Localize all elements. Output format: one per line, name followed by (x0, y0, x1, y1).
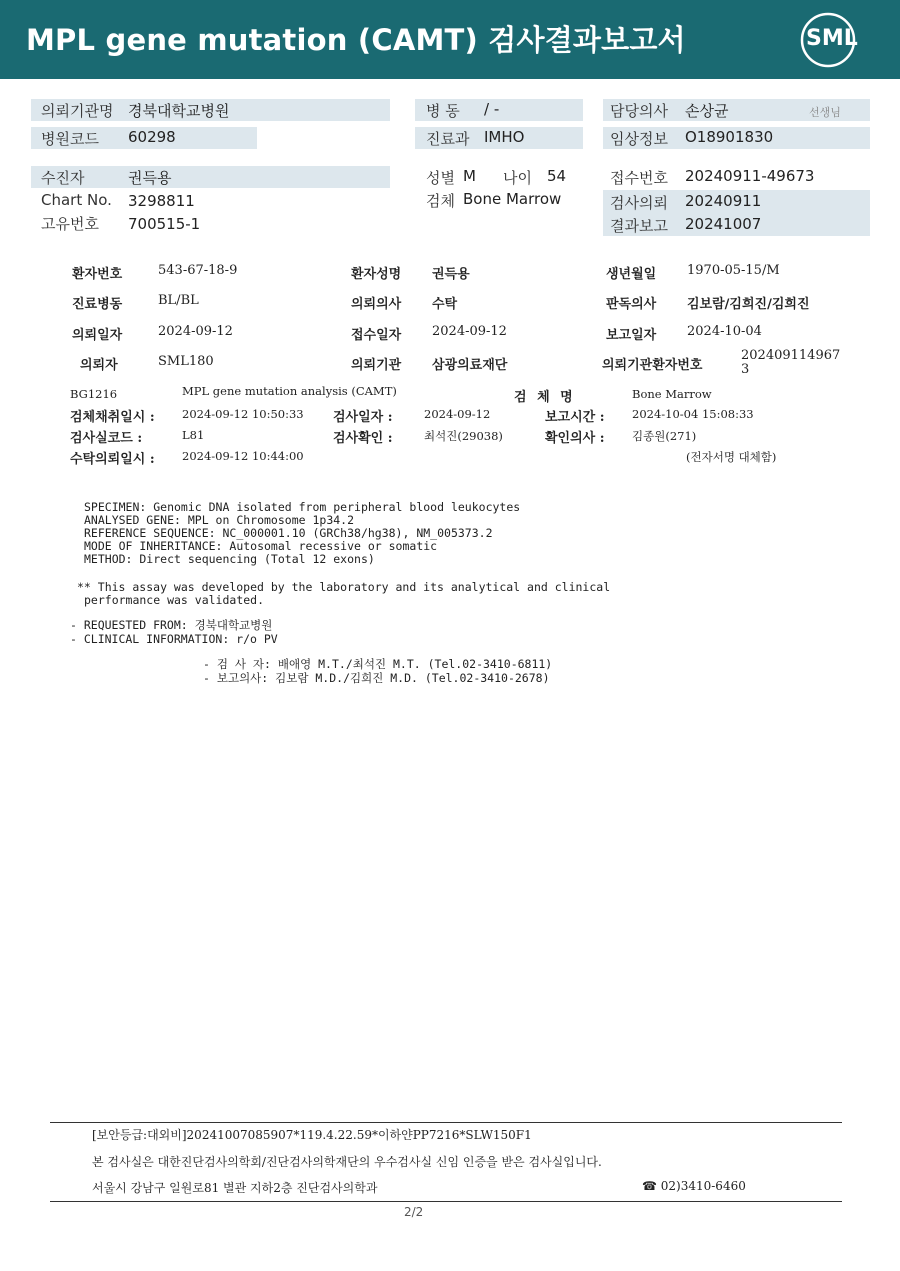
age-value: 54 (547, 167, 567, 185)
chart-label: Chart No. (41, 191, 112, 209)
form-r4-v2: 삼광의료재단 (432, 358, 508, 373)
specimen-value: Bone Marrow (463, 190, 562, 208)
form-r4-v3a: 202409114967 (741, 348, 841, 363)
receive-label: 수탁의뢰일시 : (70, 452, 155, 467)
test-specimen-label: 검 체 명 (514, 390, 576, 405)
specimen-label: 검체 (426, 192, 455, 210)
form-r1-l1: 환자번호 (72, 267, 123, 282)
age-label: 나이 (503, 169, 532, 187)
testdate-value: 2024-09-12 (424, 407, 491, 421)
hospital-code-label: 병원코드 (41, 130, 99, 148)
form-r2-l2: 의뢰의사 (351, 297, 402, 312)
phone-line: ☎ 02)3410-6460 (642, 1179, 746, 1193)
body-line-5: METHOD: Direct sequencing (Total 12 exons) (84, 552, 375, 566)
receipt-value: 20240911-49673 (685, 167, 815, 185)
form-r1-v2: 권득용 (432, 267, 470, 282)
form-r2-v1: BL/BL (158, 293, 199, 308)
form-r2-l1: 진료병동 (72, 297, 123, 312)
patient-value: 권득용 (128, 169, 172, 187)
form-r2-l3: 판독의사 (606, 297, 657, 312)
form-r4-l2: 의뢰기관 (351, 358, 402, 373)
report-label: 결과보고 (610, 217, 668, 235)
form-r1-l2: 환자성명 (351, 267, 402, 282)
note-line-2: performance was validated. (84, 593, 265, 607)
testdate-label: 검사일자 : (333, 410, 393, 425)
request-label: 검사의뢰 (610, 194, 668, 212)
sex-value: M (463, 167, 476, 185)
reporttime-value: 2024-10-04 15:08:33 (632, 407, 754, 421)
address-line: 서울시 강남구 일원로81 별관 지하2층 진단검사의학과 (92, 1181, 378, 1195)
form-r1-v1: 543-67-18-9 (158, 263, 238, 278)
doc-label: 확인의사 : (545, 431, 605, 446)
form-r4-l1: 의뢰자 (80, 358, 118, 373)
requested-from: - REQUESTED FROM: 경북대학교병원 (70, 618, 273, 632)
ward-label: 병 동 (426, 102, 460, 120)
doctor-label: 담당의사 (610, 102, 668, 120)
staff-line-1: - 검 사 자: 배애영 M.T./최석진 M.T. (Tel.02-3410-6811) (203, 657, 553, 671)
form-r4-l3: 의뢰기관환자번호 (602, 358, 703, 373)
unique-value: 700515-1 (128, 215, 201, 233)
body-line-4: MODE OF INHERITANCE: Autosomal recessive or somatic (84, 539, 438, 553)
lab-value: L81 (182, 428, 205, 442)
doctor-suffix: 선생님 (809, 106, 841, 119)
institution-label: 의뢰기관명 (41, 102, 114, 120)
form-r3-v3: 2024-10-04 (687, 324, 762, 339)
request-value: 20240911 (685, 192, 762, 210)
footer-bottom-rule (50, 1201, 842, 1202)
lab-label: 검사실코드 : (70, 431, 143, 446)
clinical-information: - CLINICAL INFORMATION: r/o PV (70, 632, 278, 646)
body-line-1: SPECIMEN: Genomic DNA isolated from peripheral blood leukocytes (84, 500, 521, 514)
note-line-1: ** This assay was developed by the laboratory and its analytical and clinical (77, 580, 611, 594)
form-r3-l3: 보고일자 (606, 328, 657, 343)
ward-value: / - (484, 100, 500, 118)
dept-value: IMHO (484, 128, 525, 146)
report-title: MPL gene mutation (CAMT) 검사결과보고서 (26, 23, 686, 57)
page-number: 2/2 (404, 1205, 424, 1219)
unique-label: 고유번호 (41, 215, 99, 233)
hospital-code-value: 60298 (128, 128, 176, 146)
dept-label: 진료과 (426, 130, 470, 148)
collect-value: 2024-09-12 10:50:33 (182, 407, 304, 421)
report-header (0, 0, 900, 79)
form-r1-v3: 1970-05-15/M (687, 263, 780, 278)
chart-value: 3298811 (128, 192, 195, 210)
form-r2-v2: 수탁 (432, 297, 458, 312)
body-line-2: ANALYSED GENE: MPL on Chromosome 1p34.2 (84, 513, 355, 527)
doctor-value: 손상균 (685, 102, 729, 120)
form-r4-v1: SML180 (158, 354, 214, 369)
test-code: BG1216 (70, 387, 118, 401)
sex-label: 성별 (426, 169, 455, 187)
report-value: 20241007 (685, 215, 762, 233)
logo-text: SML (806, 26, 858, 51)
security-line: [보안등급:대외비]20241007085907*119.4.22.59*이하얀PP7216*SLW150F1 (92, 1128, 532, 1142)
test-specimen: Bone Marrow (632, 387, 712, 401)
collect-label: 검체채취일시 : (70, 410, 155, 425)
form-r3-l1: 의뢰일자 (72, 328, 123, 343)
esign-note: (전자서명 대체함) (686, 450, 777, 464)
form-r2-v3: 김보람/김희진/김희진 (687, 297, 810, 312)
patient-label: 수진자 (41, 169, 85, 187)
patient-pill (31, 166, 390, 188)
staff-line-2: - 보고의사: 김보람 M.D./김희진 M.D. (Tel.02-3410-2678) (203, 671, 550, 685)
institution-value: 경북대학교병원 (128, 102, 230, 120)
doc-value: 김종원(271) (632, 429, 697, 443)
confirm-value: 최석진(29038) (424, 429, 503, 443)
clinical-value: O18901830 (685, 128, 774, 146)
form-r3-v2: 2024-09-12 (432, 324, 507, 339)
confirm-label: 검사확인 : (333, 431, 393, 446)
form-r3-l2: 접수일자 (351, 328, 402, 343)
test-name: MPL gene mutation analysis (CAMT) (182, 384, 397, 398)
receive-value: 2024-09-12 10:44:00 (182, 449, 304, 463)
certification-line: 본 검사실은 대한진단검사의학회/진단검사의학재단의 우수검사실 신임 인증을 받은 검사실입니다. (92, 1155, 602, 1169)
form-r3-v1: 2024-09-12 (158, 324, 233, 339)
reporttime-label: 보고시간 : (545, 410, 605, 425)
form-r1-l3: 생년월일 (606, 267, 657, 282)
footer-top-rule (50, 1122, 842, 1123)
body-line-3: REFERENCE SEQUENCE: NC_000001.10 (GRCh38/hg38), NM_005373.2 (84, 526, 493, 540)
form-r4-v3b: 3 (741, 362, 750, 377)
clinical-label: 임상정보 (610, 130, 668, 148)
receipt-label: 접수번호 (610, 169, 668, 187)
